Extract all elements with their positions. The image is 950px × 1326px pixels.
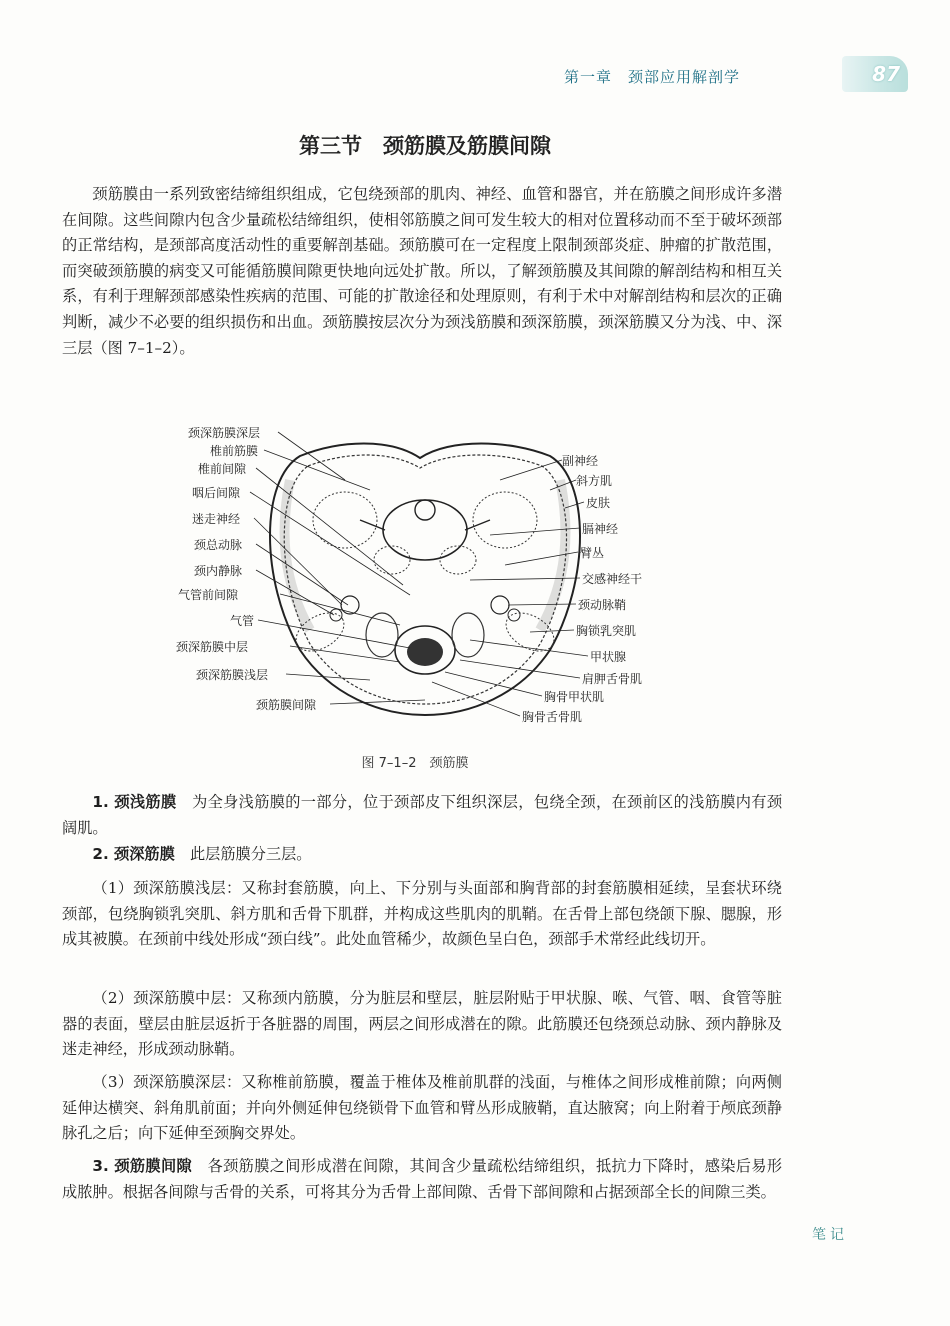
paragraph-fascial-spaces (62, 1154, 782, 1205)
chapter-title: 第一章 颈部应用解剖学 (563, 68, 740, 86)
fig-label-fascial-space: 颈筋膜间隙 (256, 698, 317, 712)
fig-label-superficial-layer: 颈深筋膜浅层 (196, 668, 269, 682)
fig-label-vagus-nerve: 迷走神经 (192, 512, 241, 526)
fig-label-accessory-nerve: 副神经 (562, 454, 599, 468)
fig-label-trachea: 气管 (230, 614, 255, 628)
fig-label-trapezius: 斜方肌 (576, 474, 613, 488)
page-number-tab (842, 56, 908, 92)
paragraph-text: 此层筋膜分三层。 (189, 845, 312, 863)
fig-label-retropharyngeal-space: 咽后间隙 (192, 486, 241, 500)
fig-label-sternohyoid: 胸骨舌骨肌 (522, 710, 583, 724)
fig-label-sympathetic-trunk: 交感神经干 (582, 572, 643, 586)
section-title: 第三节 颈筋膜及筋膜间隙 (299, 134, 551, 158)
subheading: 3. 颈筋膜间隙 (92, 1157, 193, 1175)
fig-label-phrenic-nerve: 膈神经 (582, 522, 619, 536)
fig-label-sternothyroid: 胸骨甲状肌 (544, 690, 605, 704)
paragraph-superficial-fascia (62, 790, 782, 841)
fig-label-deep-layer: 颈深筋膜深层 (188, 426, 261, 440)
paragraph-deep-fascia (62, 842, 782, 868)
figure-caption: 图 7–1–2 颈筋膜 (361, 756, 469, 771)
fig-label-omohyoid: 肩胛舌骨肌 (582, 672, 643, 686)
fig-label-thyroid: 甲状腺 (590, 650, 627, 664)
fig-label-carotid-sheath: 颈动脉鞘 (578, 598, 627, 612)
paragraph-deep-middle-layer: （2）颈深筋膜中层：又称颈内筋膜，分为脏层和壁层，脏层附贴于甲状腺、喉、气管、咽、食管等脏器的表面，壁层由脏层返折于各脏器的周围，两层之间形成潜在的隙。此筋膜还包绕颈总动脉、颈内静脉及迷走神经，形成颈动脉鞘。 (62, 989, 782, 1059)
fig-label-common-carotid: 颈总动脉 (194, 538, 243, 552)
fig-label-brachial-plexus: 臂丛 (580, 546, 605, 560)
fig-label-prevertebral-space: 椎前间隙 (198, 462, 247, 476)
fig-label-scm: 胸锁乳突肌 (576, 624, 637, 638)
fig-label-internal-jugular: 颈内静脉 (194, 564, 243, 578)
paragraph-deep-superficial-layer: （1）颈深筋膜浅层：又称封套筋膜，向上、下分别与头面部和胸背部的封套筋膜相延续，呈套状环绕颈部，包绕胸锁乳突肌、斜方肌和舌骨下肌群，并构成这些肌肉的肌鞘。在舌骨上部包绕颌下腺、腮腺，形成其被膜。在颈前中线处形成“颈白线”。此处血管稀少，故颜色呈白色，颈部手术常经此线切开。 (62, 879, 782, 949)
paragraph-deep-deep-layer: （3）颈深筋膜深层：又称椎前筋膜，覆盖于椎体及椎前肌群的浅面，与椎体之间形成椎前隙；向两侧延伸达横突、斜角肌前面；并向外侧延伸包绕锁骨下血管和臂丛形成腋鞘，直达腋窝；向上附着于颅底颈静脉孔之后；向下延伸至颈胸交界处。 (62, 1073, 782, 1143)
fig-label-pretracheal-space: 气管前间隙 (178, 588, 239, 602)
page-header (0, 58, 950, 98)
fig-label-middle-layer: 颈深筋膜中层 (176, 640, 249, 654)
fig-label-prevertebral-fascia: 椎前筋膜 (210, 444, 259, 458)
subheading: 1. 颈浅筋膜 (92, 793, 177, 811)
margin-note: 笔记 (812, 1227, 848, 1243)
figure-neck-fascia (170, 410, 690, 740)
fig-label-skin: 皮肤 (586, 496, 611, 510)
paragraph-text: 为全身浅筋膜的一部分，位于颈部皮下组织深层，包绕全颈，在颈前区的浅筋膜内有颈阔肌。 (62, 793, 783, 837)
page-number: 87 (872, 62, 900, 86)
subheading: 2. 颈深筋膜 (92, 845, 175, 863)
intro-paragraph: 颈筋膜由一系列致密结缔组织组成，它包绕颈部的肌肉、神经、血管和器官，并在筋膜之间形成许多潜在间隙。这些间隙内包含少量疏松结缔组织，使相邻筋膜之间可发生较大的相对位置移动而不至于破坏颈部的正常结构，是颈部高度活动性的重要解剖基础。颈筋膜可在一定程度上限制颈部炎症、肿瘤的扩散范围，而突破颈筋膜的病变又可能循筋膜间隙更快地向远处扩散。所以，了解颈筋膜及其间隙的解剖结构和相互关系，有利于理解颈部感染性疾病的范围、可能的扩散途径和处理原则，有利于术中对解剖结构和层次的正确判断，减少不必要的组织损伤和出血。颈筋膜按层次分为颈浅筋膜和颈深筋膜，颈深筋膜又分为浅、中、深三层（图 7–1–2）。 (62, 185, 782, 357)
paragraph-text: 各颈筋膜之间形成潜在间隙，其间含少量疏松结缔组织，抵抗力下降时，感染后易形成脓肿。根据各间隙与舌骨的关系，可将其分为舌骨上部间隙、舌骨下部间隙和占据颈部全长的间隙三类。 (62, 1157, 783, 1201)
